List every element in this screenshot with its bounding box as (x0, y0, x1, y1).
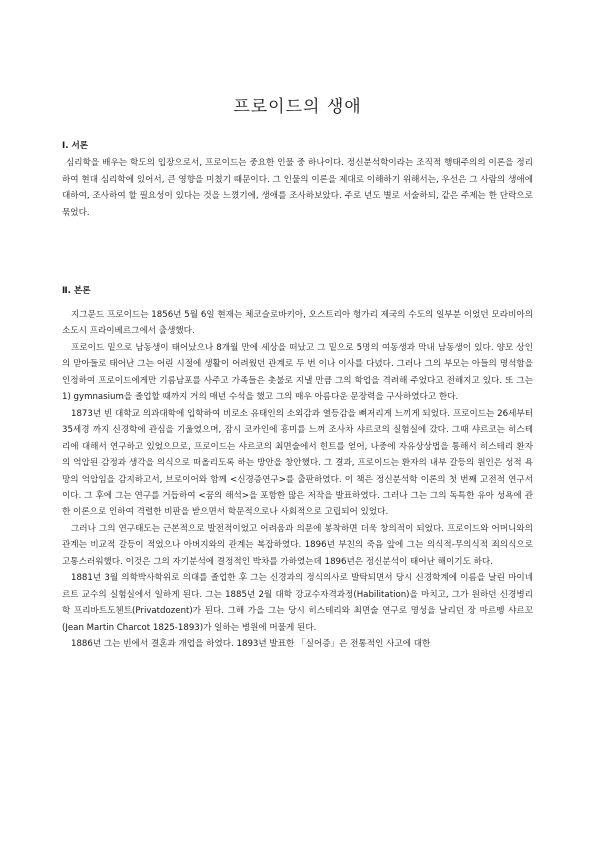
body-paragraph: 1881년 3월 의학박사학위로 의대를 졸업한 후 그는 신경과의 정식의사로 발탁되면서 당시 신경학계에 이름을 날린 마이네르트 교수의 실험실에서 일하게 된다. 그는 1885년 2월 대학 강교수자격과정(Habilitation)을 마치고, 그가 원하던 신경병리학 프리바트도첸트(Privatdozent)가 된다. 그해 가을 그는 당시 히스테리와 최면술 연구로 명성을 날리던 장 마르뗑 샤르꼬(Jean Martin Charcot 1825-1893)가 일하는 병원에 머물게 된다. (62, 573, 533, 633)
body-text (62, 307, 533, 653)
intro-paragraph: 심리학을 배우는 학도의 입장으로서, 프로이드는 중요한 인물 중 하나이다. 정신분석학이라는 조직적 행태주의의 이론을 정리하여 현대 심리학에 있어서, 큰 영향을 미쳤기 때문이다. 그 인물의 이론을 제대로 이해하기 위해서는, 우선은 그 사람의 생애에 대하여, 조사하여 할 필요성이 있다는 것을 느꼈기에, 생애를 조사하보았다. 주로 년도 별로 서술하되, 같은 주제는 한 단락으로 묶었다. (62, 158, 533, 219)
body-paragraph: 지그문드 프로이드는 1856년 5월 6일 현재는 체코슬로바키아, 오스트리아 헝가리 제국의 수도의 일부분 이었던 모라비아의 소도시 프라이베르그에서 출생했다. (62, 310, 533, 337)
body-paragraph: 프로이드 밑으로 남동생이 태어났으나 8개월 만에 세상을 떠났고 그 밑으로 5명의 여동생과 막내 남동생이 있다. 양모 상인의 맏아들로 태어난 그는 어린 시절에 생활이 어려웠던 관계로 두 번 이나 이사를 다녔다. 그러나 그의 부모는 아들의 명석함을 인정하여 프로이드에게만 기름남포를 사주고 가족들은 촛불로 지낼 만큼 그의 학업을 격려해 주었다고 전해지고 있다. 또 그는 1) gymnasium을 졸업할 때까지 거의 매년 수석을 했고 그의 매우 아름다운 문장력을 구사하였다고 한다. (62, 342, 533, 403)
body-paragraph: 1886년 그는 빈에서 결혼과 개업을 하였다. 1893년 발표한 「실어증」은 전통적인 사고에 대한 (71, 639, 431, 650)
body-paragraph: 1873년 빈 대학교 의과대학에 입학하여 비로소 유태인의 소외감과 열등감을 뼈저리게 느끼게 되었다. 프로이드는 26세부터 35세경 까지 신경학에 관심을 기울였으며, 잠시 코카인에 흥미를 느껴 조사차 샤르코의 실험실에 갔다. 그때 샤르코는 히스테리에 대해서 연구하고 있었으므로, 프로이드는 샤르코의 최면술에서 힌트를 얻어, 나중에 자유상상법을 통해서 히스테리 환자의 억압된 감정과 생각을 의식으로 떠올리도록 하는 방안을 창안했다. 그 결과, 프로이드는 환자의 내부 갈등의 원인은 성적 욕망의 억압임을 감지하고서, 브로이어와 함께 <신경증연구>를 출판하였다. 이 책은 정신분석학 이론의 첫 번째 고전적 연구서이다. 그 후에 그는 연구를 거듭하여 <꿈의 해석>을 포함한 많은 저작을 발표하였다. 그러나 그는 그의 독특한 유아 성욕에 관한 이론으로 인하여 격렬한 비판을 받으면서 학문적으로나 사회적으로 고립되어 있었다. (62, 408, 533, 518)
section-heading-body: Ⅱ. 본론 (62, 286, 91, 296)
section-heading-intro: Ⅰ. 서론 (62, 141, 89, 151)
page-title: 프로이드의 생애 (233, 97, 362, 117)
body-paragraph: 그러나 그의 연구태도는 근본적으로 발전적이었고 어려움과 의문에 봉착하면 더욱 창의적이 되었다. 프로이드와 어머니와의 관계는 비교적 갈등이 적었으나 아버지와의 관계는 복잡하였다. 1896년 부친의 죽음 앞에 그는 의식적-무의식적 죄의식으로 고통스러워했다. 이것은 그의 자기분석에 결정적인 박차를 가하였는데 1896년은 정신분석이 태어난 해이기도 하다. (62, 523, 533, 567)
